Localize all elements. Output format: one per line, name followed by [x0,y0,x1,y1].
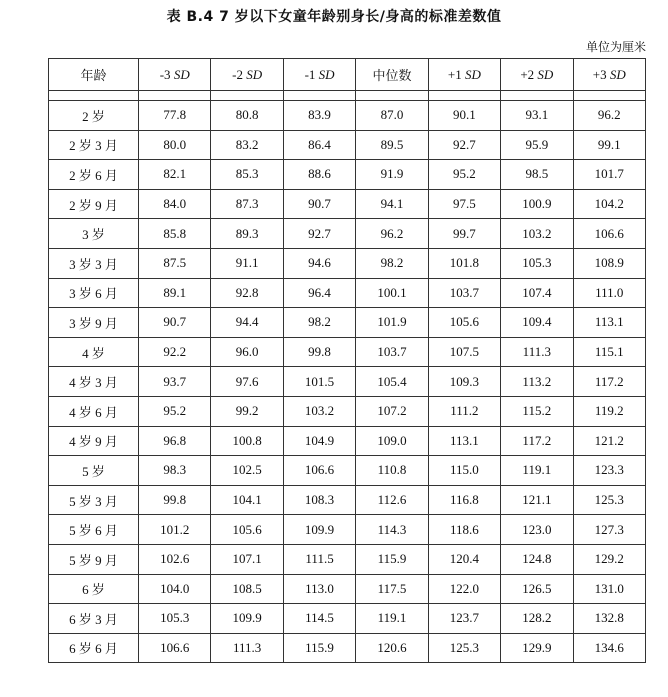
cell-age: 3 岁 3 月 [49,248,139,278]
cell-minus1sd: 88.6 [283,160,355,190]
table-row [49,574,646,604]
cell-minus2sd: 99.2 [211,396,283,426]
table-row [49,426,646,456]
header-age: 年龄 [49,59,139,91]
table-row [49,544,646,574]
table-row [49,456,646,486]
header-plus3sd: +3 SD [573,59,645,91]
cell-minus3sd: 106.6 [139,633,211,663]
cell-plus2sd: 119.1 [501,456,573,486]
cell-plus3sd: 117.2 [573,367,645,397]
cell-plus3sd: 113.1 [573,308,645,338]
table-row [49,515,646,545]
cell-plus2sd: 98.5 [501,160,573,190]
cell-median: 103.7 [356,337,428,367]
cell-minus2sd: 96.0 [211,337,283,367]
cell-plus3sd: 129.2 [573,544,645,574]
cell-plus1sd: 101.8 [428,248,500,278]
cell-age: 2 岁 6 月 [49,160,139,190]
cell-age: 6 岁 3 月 [49,604,139,634]
cell-plus1sd: 113.1 [428,426,500,456]
cell-age: 5 岁 3 月 [49,485,139,515]
cell-minus1sd: 94.6 [283,248,355,278]
cell-plus1sd: 107.5 [428,337,500,367]
table-row [49,396,646,426]
cell-minus1sd: 108.3 [283,485,355,515]
cell-plus3sd: 134.6 [573,633,645,663]
cell-median: 89.5 [356,130,428,160]
cell-minus3sd: 98.3 [139,456,211,486]
cell-minus1sd: 115.9 [283,633,355,663]
cell-plus3sd: 101.7 [573,160,645,190]
table-row [49,633,646,663]
cell-age: 5 岁 [49,456,139,486]
cell-median: 115.9 [356,544,428,574]
cell-plus3sd: 96.2 [573,101,645,131]
cell-age: 4 岁 9 月 [49,426,139,456]
cell-plus2sd: 113.2 [501,367,573,397]
cell-minus2sd: 80.8 [211,101,283,131]
cell-minus3sd: 90.7 [139,308,211,338]
cell-minus3sd: 95.2 [139,396,211,426]
cell-plus3sd: 127.3 [573,515,645,545]
cell-age: 5 岁 9 月 [49,544,139,574]
cell-minus2sd: 108.5 [211,574,283,604]
cell-plus1sd: 105.6 [428,308,500,338]
table-row [49,308,646,338]
cell-median: 110.8 [356,456,428,486]
cell-minus3sd: 80.0 [139,130,211,160]
cell-plus3sd: 119.2 [573,396,645,426]
cell-minus2sd: 100.8 [211,426,283,456]
cell-minus3sd: 102.6 [139,544,211,574]
table-title: 表 B.4 7 岁以下女童年龄别身长/身高的标准差数值 [166,9,502,25]
cell-minus2sd: 89.3 [211,219,283,249]
header-plus2sd: +2 SD [501,59,573,91]
table-row [49,604,646,634]
cell-minus1sd: 86.4 [283,130,355,160]
cell-plus3sd: 131.0 [573,574,645,604]
height-sd-table [48,58,646,663]
cell-median: 94.1 [356,189,428,219]
cell-minus3sd: 105.3 [139,604,211,634]
cell-minus1sd: 101.5 [283,367,355,397]
table-row [49,248,646,278]
cell-minus3sd: 104.0 [139,574,211,604]
table-row [49,337,646,367]
cell-age: 5 岁 6 月 [49,515,139,545]
cell-age: 3 岁 [49,219,139,249]
cell-median: 101.9 [356,308,428,338]
cell-plus1sd: 120.4 [428,544,500,574]
cell-age: 2 岁 [49,101,139,131]
cell-minus3sd: 87.5 [139,248,211,278]
cell-minus1sd: 103.2 [283,396,355,426]
cell-plus2sd: 121.1 [501,485,573,515]
cell-minus2sd: 91.1 [211,248,283,278]
header-median: 中位数 [356,59,428,91]
unit-label: 单位为厘米 [585,40,646,54]
header-plus1sd: +1 SD [428,59,500,91]
cell-minus2sd: 109.9 [211,604,283,634]
cell-age: 3 岁 9 月 [49,308,139,338]
cell-plus3sd: 111.0 [573,278,645,308]
cell-median: 119.1 [356,604,428,634]
cell-plus1sd: 115.0 [428,456,500,486]
cell-minus1sd: 104.9 [283,426,355,456]
cell-minus1sd: 92.7 [283,219,355,249]
cell-plus2sd: 100.9 [501,189,573,219]
cell-minus2sd: 92.8 [211,278,283,308]
cell-plus2sd: 128.2 [501,604,573,634]
cell-minus1sd: 113.0 [283,574,355,604]
cell-plus3sd: 106.6 [573,219,645,249]
table-row [49,160,646,190]
cell-median: 109.0 [356,426,428,456]
cell-median: 91.9 [356,160,428,190]
cell-minus1sd: 98.2 [283,308,355,338]
cell-median: 105.4 [356,367,428,397]
header-minus3sd: -3 SD [139,59,211,91]
cell-age: 2 岁 3 月 [49,130,139,160]
cell-plus3sd: 132.8 [573,604,645,634]
cell-plus3sd: 115.1 [573,337,645,367]
cell-minus3sd: 93.7 [139,367,211,397]
header-minus2sd: -2 SD [211,59,283,91]
cell-median: 107.2 [356,396,428,426]
cell-minus2sd: 87.3 [211,189,283,219]
cell-plus2sd: 123.0 [501,515,573,545]
cell-plus3sd: 125.3 [573,485,645,515]
cell-minus3sd: 85.8 [139,219,211,249]
cell-minus2sd: 94.4 [211,308,283,338]
cell-minus2sd: 105.6 [211,515,283,545]
cell-minus1sd: 111.5 [283,544,355,574]
cell-minus2sd: 83.2 [211,130,283,160]
cell-minus3sd: 84.0 [139,189,211,219]
cell-plus2sd: 115.2 [501,396,573,426]
cell-plus2sd: 124.8 [501,544,573,574]
cell-plus1sd: 97.5 [428,189,500,219]
table-row [49,219,646,249]
cell-age: 4 岁 3 月 [49,367,139,397]
cell-minus3sd: 96.8 [139,426,211,456]
cell-minus3sd: 82.1 [139,160,211,190]
cell-plus2sd: 117.2 [501,426,573,456]
cell-minus2sd: 97.6 [211,367,283,397]
table-row [49,278,646,308]
table-row [49,189,646,219]
cell-median: 100.1 [356,278,428,308]
cell-plus1sd: 95.2 [428,160,500,190]
cell-median: 87.0 [356,101,428,131]
cell-minus3sd: 77.8 [139,101,211,131]
cell-plus2sd: 109.4 [501,308,573,338]
cell-age: 3 岁 6 月 [49,278,139,308]
header-row [49,59,646,91]
cell-minus1sd: 90.7 [283,189,355,219]
cell-plus2sd: 126.5 [501,574,573,604]
cell-plus2sd: 107.4 [501,278,573,308]
table-row [49,367,646,397]
cell-plus1sd: 118.6 [428,515,500,545]
cell-plus2sd: 95.9 [501,130,573,160]
table-row [49,485,646,515]
cell-plus1sd: 123.7 [428,604,500,634]
cut-off-row [49,91,646,101]
cell-plus3sd: 108.9 [573,248,645,278]
cell-minus2sd: 104.1 [211,485,283,515]
cell-minus1sd: 109.9 [283,515,355,545]
cell-minus2sd: 85.3 [211,160,283,190]
cell-minus3sd: 99.8 [139,485,211,515]
cell-plus2sd: 93.1 [501,101,573,131]
cell-minus1sd: 83.9 [283,101,355,131]
cell-plus1sd: 90.1 [428,101,500,131]
header-minus1sd: -1 SD [283,59,355,91]
cell-plus2sd: 129.9 [501,633,573,663]
table-row [49,130,646,160]
cell-plus1sd: 103.7 [428,278,500,308]
cell-minus1sd: 99.8 [283,337,355,367]
cell-minus3sd: 101.2 [139,515,211,545]
cell-plus1sd: 99.7 [428,219,500,249]
cell-plus2sd: 111.3 [501,337,573,367]
cell-median: 114.3 [356,515,428,545]
cell-plus1sd: 116.8 [428,485,500,515]
table-row [49,101,646,131]
cell-minus3sd: 92.2 [139,337,211,367]
cell-minus1sd: 114.5 [283,604,355,634]
cell-plus1sd: 125.3 [428,633,500,663]
cell-age: 4 岁 6 月 [49,396,139,426]
cell-minus1sd: 106.6 [283,456,355,486]
cell-plus2sd: 103.2 [501,219,573,249]
cell-plus3sd: 104.2 [573,189,645,219]
cell-median: 117.5 [356,574,428,604]
cell-plus1sd: 122.0 [428,574,500,604]
cell-plus3sd: 99.1 [573,130,645,160]
cell-minus2sd: 107.1 [211,544,283,574]
cell-median: 112.6 [356,485,428,515]
cell-plus1sd: 109.3 [428,367,500,397]
cell-plus1sd: 92.7 [428,130,500,160]
cell-plus1sd: 111.2 [428,396,500,426]
cell-minus2sd: 102.5 [211,456,283,486]
cell-median: 120.6 [356,633,428,663]
cell-plus2sd: 105.3 [501,248,573,278]
cell-minus3sd: 89.1 [139,278,211,308]
cell-minus2sd: 111.3 [211,633,283,663]
cell-plus3sd: 121.2 [573,426,645,456]
cell-age: 6 岁 [49,574,139,604]
cell-age: 6 岁 6 月 [49,633,139,663]
cell-age: 2 岁 9 月 [49,189,139,219]
cell-median: 96.2 [356,219,428,249]
cell-plus3sd: 123.3 [573,456,645,486]
cell-age: 4 岁 [49,337,139,367]
cell-median: 98.2 [356,248,428,278]
cell-minus1sd: 96.4 [283,278,355,308]
